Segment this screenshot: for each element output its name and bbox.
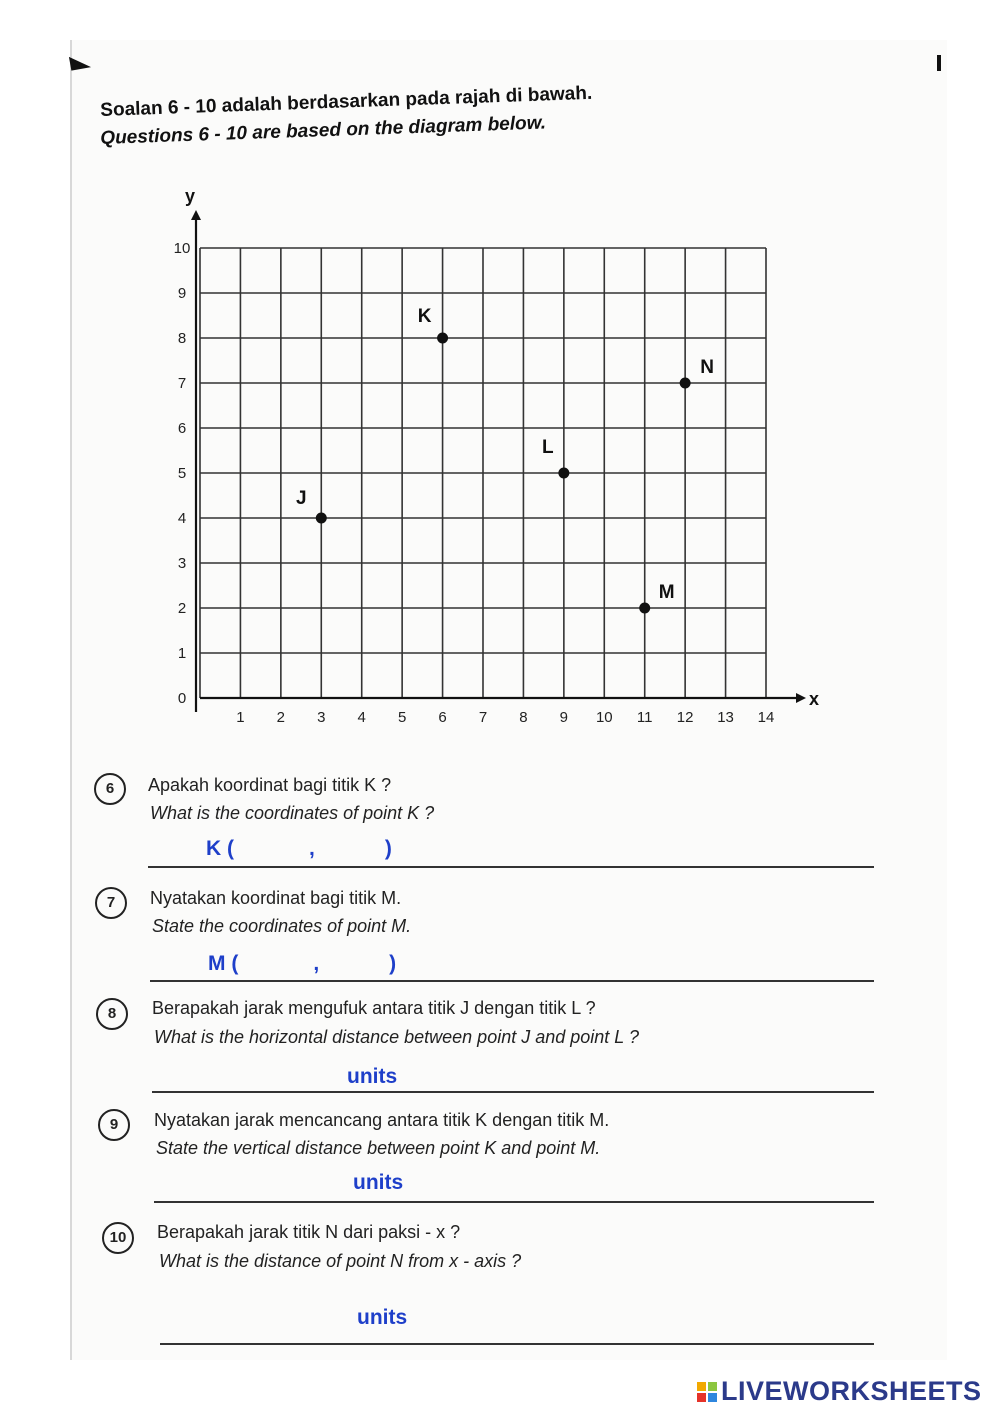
answer-7[interactable]	[208, 952, 396, 976]
y-tick-8: 8	[177, 330, 187, 347]
x-tick-8: 8	[519, 709, 528, 726]
y-axis-label: y	[184, 186, 196, 206]
y-tick-7: 7	[177, 375, 187, 392]
x-tick-11: 11	[636, 709, 653, 726]
plotted-points	[296, 306, 714, 614]
point-label-N: N	[700, 357, 715, 378]
point-label-K: K	[417, 306, 432, 327]
grid-lines	[200, 248, 766, 698]
question-6-number: 6	[94, 773, 126, 805]
y-tick-3: 3	[177, 555, 187, 572]
answer-6-comma: ,	[309, 837, 315, 860]
instruction-english: Questions 6 - 10 are based on the diagram below.	[100, 112, 547, 149]
question-10-english: What is the distance of point N from x - axis ?	[159, 1251, 522, 1271]
x-tick-1: 1	[236, 709, 245, 726]
point-label-J: J	[295, 488, 307, 509]
y-tick-5: 5	[177, 465, 187, 482]
answer-7-line	[150, 980, 874, 982]
x-tick-9: 9	[559, 709, 569, 726]
question-8-english: What is the horizontal distance between point J and point L ?	[154, 1027, 639, 1047]
x-tick-10: 10	[595, 709, 613, 726]
point-K	[437, 333, 448, 344]
x-tick-14: 14	[757, 709, 775, 726]
x-tick-7: 7	[478, 709, 488, 726]
x-tick-5: 5	[397, 709, 407, 726]
question-6-english: What is the coordinates of point K ?	[150, 803, 435, 823]
x-axis-arrow	[796, 693, 806, 703]
answer-7-close: )	[389, 952, 397, 975]
point-label-L: L	[542, 437, 554, 458]
question-8-number: 8	[96, 998, 128, 1030]
y-tick-10: 10	[173, 240, 191, 257]
question-9-malay: Nyatakan jarak mencancang antara titik K dengan titik M.	[154, 1110, 610, 1130]
x-axis-label: x	[808, 689, 820, 709]
answer-9-line	[154, 1201, 874, 1203]
liveworksheets-logo-icon	[697, 1382, 717, 1402]
answer-10-units[interactable]: units	[357, 1306, 408, 1329]
liveworksheets-logo[interactable]	[697, 1376, 982, 1407]
question-9-number: 9	[98, 1109, 130, 1141]
answer-7-prefix: M (	[208, 952, 239, 975]
y-tick-0: 0	[177, 690, 187, 707]
x-tick-12: 12	[676, 709, 694, 726]
y-tick-1: 1	[177, 645, 187, 662]
answer-8-units[interactable]: units	[347, 1065, 398, 1088]
question-10-malay: Berapakah jarak titik N dari paksi - x ?	[157, 1222, 461, 1242]
question-6-malay: Apakah koordinat bagi titik K ?	[148, 775, 392, 795]
point-N	[680, 378, 691, 389]
question-10-number: 10	[102, 1222, 134, 1254]
point-label-M: M	[658, 582, 675, 603]
instruction-malay: Soalan 6 - 10 adalah berdasarkan pada rajah di bawah.	[100, 82, 593, 121]
question-8-malay: Berapakah jarak mengufuk antara titik J dengan titik L ?	[152, 998, 596, 1018]
point-J	[316, 513, 327, 524]
liveworksheets-brand: LIVEWORKSHEETS	[721, 1376, 982, 1406]
y-tick-2: 2	[177, 600, 187, 617]
point-L	[558, 468, 569, 479]
answer-9-units[interactable]: units	[353, 1171, 404, 1194]
y-tick-6: 6	[177, 420, 187, 437]
answer-10-line	[160, 1343, 874, 1345]
point-M	[639, 603, 650, 614]
question-7-english: State the coordinates of point M.	[152, 916, 412, 936]
x-tick-2: 2	[276, 709, 286, 726]
y-tick-9: 9	[177, 285, 187, 302]
question-9-english: State the vertical distance between point K and point M.	[156, 1138, 601, 1158]
answer-6-close: )	[384, 837, 392, 860]
x-tick-4: 4	[357, 709, 366, 726]
y-tick-4: 4	[177, 510, 187, 527]
answer-6-prefix: K (	[206, 837, 234, 860]
answer-7-comma: ,	[313, 952, 320, 975]
question-7-malay: Nyatakan koordinat bagi titik M.	[150, 888, 402, 908]
answer-8-line	[152, 1091, 874, 1093]
x-tick-13: 13	[717, 709, 734, 726]
answer-6-line	[148, 866, 874, 868]
x-tick-6: 6	[438, 709, 447, 726]
answer-6[interactable]	[206, 837, 392, 861]
x-tick-3: 3	[317, 709, 326, 726]
question-7-number: 7	[95, 887, 127, 919]
y-axis-arrow	[191, 210, 201, 220]
